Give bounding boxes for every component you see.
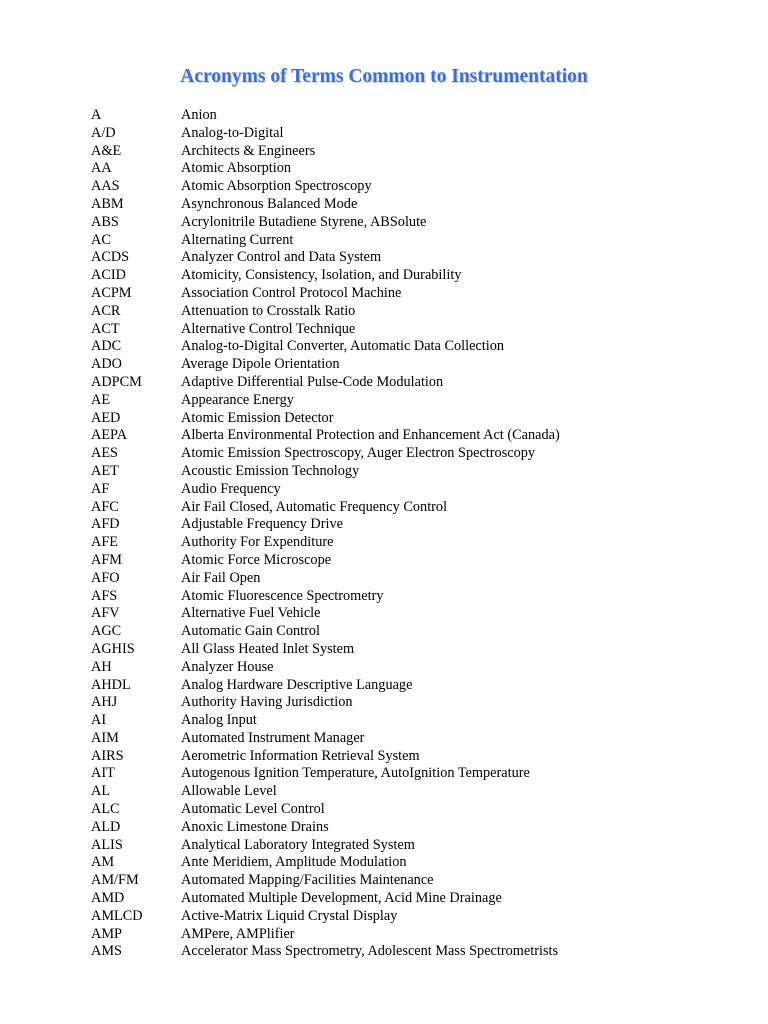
acronym-term: AH (91, 658, 112, 675)
acronym-term: AFM (91, 551, 122, 568)
acronym-definition: Asynchronous Balanced Mode (181, 195, 358, 212)
acronym-definition: Authority For Expenditure (181, 534, 334, 551)
acronym-row (91, 943, 751, 961)
acronym-term: AF (91, 480, 110, 497)
acronym-term: ALIS (91, 836, 123, 853)
acronym-row (91, 410, 751, 428)
acronym-term: ADC (91, 338, 122, 355)
acronym-definition: Autogenous Ignition Temperature, AutoIgnition Temperature (181, 765, 530, 782)
acronym-row (91, 232, 751, 250)
acronym-term: ABS (91, 213, 119, 230)
acronym-term: A/D (91, 124, 116, 141)
acronym-row (91, 285, 751, 303)
acronym-definition: Anoxic Limestone Drains (181, 818, 329, 835)
acronym-definition: Atomicity, Consistency, Isolation, and Durability (181, 267, 462, 284)
acronym-term: AA (91, 160, 112, 177)
acronym-definition: Authority Having Jurisdiction (181, 694, 353, 711)
acronym-definition: Automated Instrument Manager (181, 729, 365, 746)
acronym-term: ALC (91, 801, 120, 818)
acronym-definition: Air Fail Closed, Automatic Frequency Control (181, 498, 448, 515)
acronym-row (91, 819, 751, 837)
acronym-row (91, 392, 751, 410)
acronym-row (91, 605, 751, 623)
acronym-row (91, 196, 751, 214)
acronym-row (91, 926, 751, 944)
acronym-term: AEPA (91, 427, 128, 444)
acronym-row (91, 570, 751, 588)
acronym-term: AFS (91, 587, 118, 604)
acronym-definition: All Glass Heated Inlet System (181, 640, 355, 657)
acronym-term: AFC (91, 498, 119, 515)
acronym-row (91, 125, 751, 143)
acronym-term: AMLCD (91, 907, 143, 924)
acronym-definition: Analyzer House (181, 658, 274, 675)
acronym-row (91, 854, 751, 872)
acronym-row (91, 214, 751, 232)
acronym-definition: Automated Multiple Development, Acid Mine Drainage (181, 890, 502, 907)
acronym-row (91, 374, 751, 392)
acronym-term: ABM (91, 195, 124, 212)
acronym-definition: Analog Input (181, 712, 257, 729)
acronym-definition: Accelerator Mass Spectrometry, Adolescent Mass Spectrometrists (181, 943, 559, 960)
acronym-definition: Audio Frequency (181, 480, 281, 497)
acronym-term: AM/FM (91, 872, 139, 889)
acronym-row (91, 588, 751, 606)
acronym-definition: Atomic Absorption (181, 160, 292, 177)
acronym-definition: Architects & Engineers (181, 142, 316, 159)
acronym-term: AFE (91, 534, 119, 551)
acronym-term: AL (91, 783, 111, 800)
acronym-row (91, 338, 751, 356)
acronym-term: AGHIS (91, 640, 135, 657)
acronym-term: AHJ (91, 694, 118, 711)
acronym-list (91, 107, 751, 961)
acronym-row (91, 356, 751, 374)
acronym-term: ACR (91, 302, 121, 319)
acronym-definition: Automatic Level Control (181, 801, 325, 818)
acronym-definition: Alberta Environmental Protection and Enhancement Act (Canada) (181, 427, 560, 444)
acronym-term: AED (91, 409, 121, 426)
acronym-definition: Anion (181, 107, 217, 123)
acronym-row (91, 748, 751, 766)
acronym-term: ALD (91, 818, 121, 835)
acronym-row (91, 516, 751, 534)
acronym-row (91, 872, 751, 890)
acronym-row (91, 267, 751, 285)
acronym-definition: Alternating Current (181, 231, 294, 248)
acronym-definition: Analog Hardware Descriptive Language (181, 676, 413, 693)
acronym-definition: Adaptive Differential Pulse-Code Modulation (181, 373, 444, 390)
acronym-term: AIT (91, 765, 115, 782)
acronym-definition: Analog-to-Digital (181, 124, 284, 141)
acronym-definition: Ante Meridiem, Amplitude Modulation (181, 854, 407, 871)
acronym-row (91, 694, 751, 712)
acronym-definition: Analytical Laboratory Integrated System (181, 836, 415, 853)
acronym-term: ACPM (91, 284, 132, 301)
acronym-definition: Attenuation to Crosstalk Ratio (181, 302, 356, 319)
acronym-row (91, 107, 751, 125)
acronym-definition: Adjustable Frequency Drive (181, 516, 343, 533)
acronym-term: ADPCM (91, 373, 142, 390)
acronym-term: AMS (91, 943, 122, 960)
acronym-definition: Allowable Level (181, 783, 277, 800)
acronym-row (91, 143, 751, 161)
acronym-term: AM (91, 854, 115, 871)
acronym-definition: Automatic Gain Control (181, 623, 320, 640)
acronym-term: A (91, 107, 102, 123)
acronym-term: AET (91, 462, 119, 479)
acronym-term: AMD (91, 890, 125, 907)
acronym-term: AAS (91, 178, 120, 195)
acronym-definition: Atomic Emission Detector (181, 409, 334, 426)
acronym-definition: Aerometric Information Retrieval System (181, 747, 420, 764)
acronym-row (91, 801, 751, 819)
acronym-definition: Average Dipole Orientation (181, 356, 340, 373)
acronym-row (91, 534, 751, 552)
acronym-row (91, 481, 751, 499)
acronym-term: ACDS (91, 249, 130, 266)
acronym-definition: Alternative Fuel Vehicle (181, 605, 321, 622)
acronym-definition: Atomic Force Microscope (181, 551, 332, 568)
acronym-term: AFD (91, 516, 120, 533)
acronym-definition: Air Fail Open (181, 569, 261, 586)
acronym-row (91, 178, 751, 196)
acronym-term: A&E (91, 142, 122, 159)
acronym-term: AC (91, 231, 111, 248)
acronym-definition: Atomic Emission Spectroscopy, Auger Electron Spectroscopy (181, 445, 536, 462)
acronym-row (91, 463, 751, 481)
acronym-definition: Appearance Energy (181, 391, 294, 408)
acronym-row (91, 730, 751, 748)
acronym-row (91, 783, 751, 801)
acronym-term: ADO (91, 356, 122, 373)
acronym-row (91, 908, 751, 926)
acronym-row (91, 321, 751, 339)
acronym-term: ACT (91, 320, 120, 337)
acronym-row (91, 890, 751, 908)
acronym-term: AHDL (91, 676, 131, 693)
acronym-definition: Active-Matrix Liquid Crystal Display (181, 907, 398, 924)
acronym-row (91, 837, 751, 855)
acronym-term: AFV (91, 605, 120, 622)
acronym-row (91, 765, 751, 783)
acronym-term: AE (91, 391, 111, 408)
acronym-definition: Acoustic Emission Technology (181, 462, 360, 479)
acronym-definition: Alternative Control Technique (181, 320, 356, 337)
acronym-definition: Automated Mapping/Facilities Maintenance (181, 872, 434, 889)
acronym-row (91, 249, 751, 267)
acronym-row (91, 499, 751, 517)
acronym-term: AIM (91, 729, 119, 746)
acronym-row (91, 427, 751, 445)
acronym-row (91, 677, 751, 695)
acronym-definition: Analog-to-Digital Converter, Automatic Data Collection (181, 338, 505, 355)
page-title: Acronyms of Terms Common to Instrumentation (180, 66, 588, 87)
acronym-term: AMP (91, 925, 122, 942)
acronym-definition: AMPere, AMPlifier (181, 925, 295, 942)
acronym-definition: Association Control Protocol Machine (181, 284, 402, 301)
acronym-row (91, 552, 751, 570)
acronym-row (91, 160, 751, 178)
acronym-term: ACID (91, 267, 126, 284)
acronym-row (91, 303, 751, 321)
acronym-definition: Atomic Fluorescence Spectrometry (181, 587, 384, 604)
acronym-definition: Analyzer Control and Data System (181, 249, 382, 266)
acronym-row (91, 641, 751, 659)
acronym-row (91, 659, 751, 677)
acronym-row (91, 445, 751, 463)
acronym-term: AFO (91, 569, 120, 586)
acronym-row (91, 623, 751, 641)
acronym-definition: Acrylonitrile Butadiene Styrene, ABSolute (181, 213, 427, 230)
acronym-definition: Atomic Absorption Spectroscopy (181, 178, 372, 195)
acronym-term: AGC (91, 623, 122, 640)
acronym-row (91, 712, 751, 730)
acronym-term: AI (91, 712, 107, 729)
acronym-term: AIRS (91, 747, 124, 764)
acronym-term: AES (91, 445, 119, 462)
